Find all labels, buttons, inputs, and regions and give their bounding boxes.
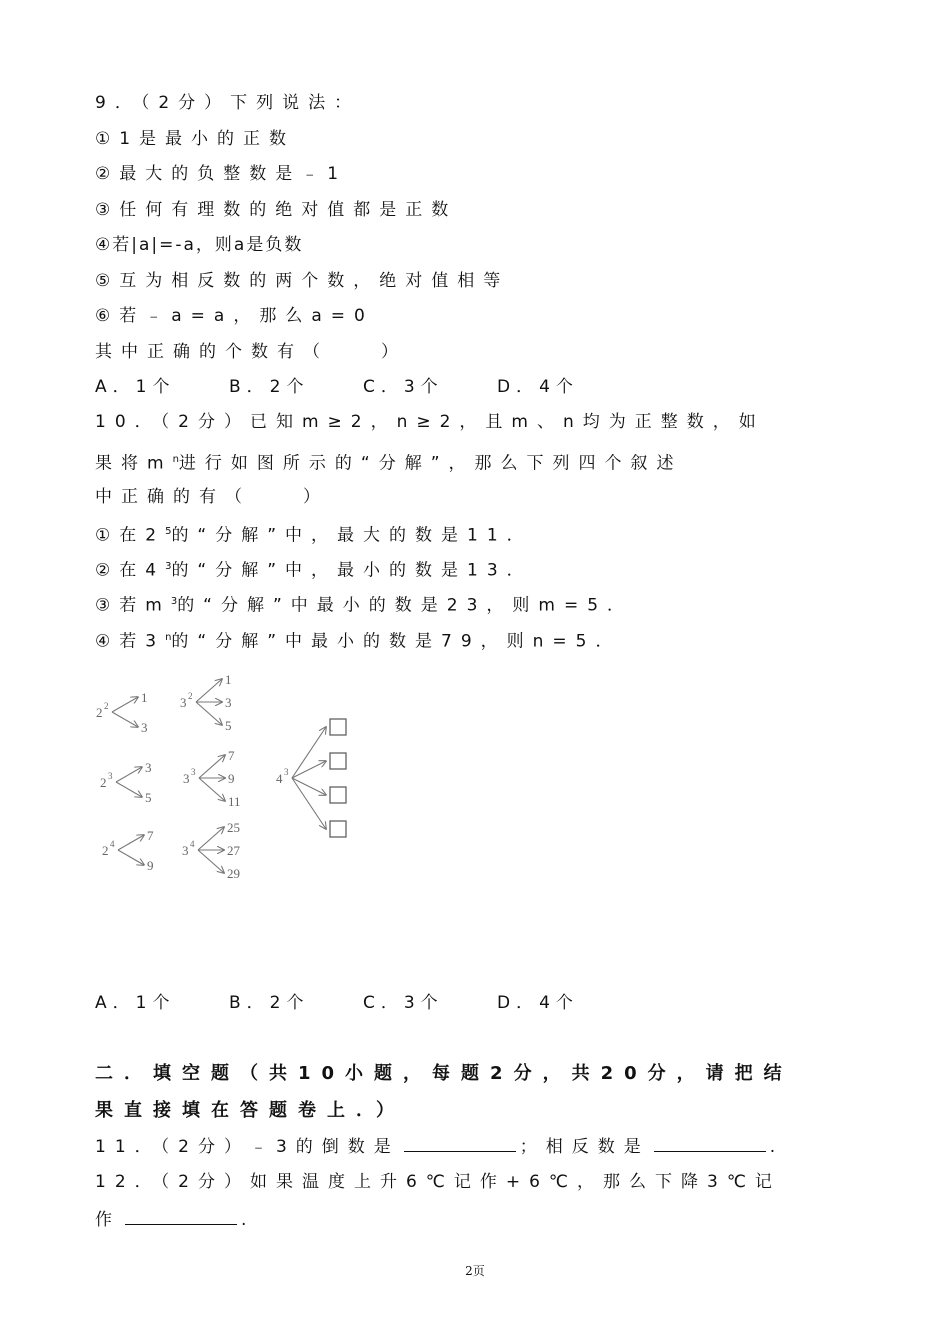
figure-part: 1 — [141, 690, 148, 705]
figure-arrow — [116, 767, 142, 782]
q10-stem-line-3: 中正确的有（ ） — [95, 487, 329, 507]
figure-part: 7 — [228, 748, 235, 763]
figure-part: 1 — [225, 672, 232, 687]
figure-arrow — [116, 782, 142, 797]
figure-base: 3 — [182, 843, 189, 858]
figure-base: 2 — [102, 843, 109, 858]
q10-statement-1: ①在$2^5$的“分解”中，最大的数是11． — [95, 525, 533, 546]
page-number: 2页 — [465, 1264, 485, 1278]
figure-arrow — [199, 755, 225, 778]
figure-group-2-2 — [96, 690, 148, 735]
figure-group-3-4 — [182, 820, 241, 881]
figure-part: 9 — [147, 858, 154, 873]
q10-statement-4: ④若3$^n$的“分解”中最小的数是79，则n=5． — [95, 631, 622, 652]
q10-options — [95, 992, 579, 1014]
figure-exponent: 2 — [104, 701, 109, 711]
figure-part: 25 — [227, 820, 240, 835]
figure-part: 29 — [227, 866, 240, 881]
figure-arrow — [198, 850, 224, 873]
figure-empty-box — [330, 821, 346, 837]
figure-part: 9 — [228, 771, 235, 786]
figure-exponent: 2 — [188, 691, 193, 701]
q10-stem-line-1: 10．（2分）已知m≥2，n≥2，且m、n均为正整数，如 — [95, 412, 765, 432]
figure-base: 2 — [100, 775, 107, 790]
figure-part: 27 — [227, 843, 240, 858]
section-2-heading-line-2: 果直接填在答题卷上．） — [95, 1100, 405, 1121]
figure-arrow — [112, 712, 138, 727]
figure-part: 3 — [145, 760, 152, 775]
figure-part: 5 — [145, 790, 152, 805]
figure-base: 3 — [183, 771, 190, 786]
q9-statement-3: ③任何有理数的绝对值都是正数 — [95, 200, 458, 220]
figure-exponent: 4 — [110, 839, 115, 849]
q12-blank[interactable] — [125, 1208, 237, 1225]
section-2-heading-line-1: 二．填空题（共10小题，每题2分，共20分，请把结 — [95, 1063, 793, 1084]
q11-blank-opposite[interactable] — [654, 1135, 766, 1152]
q11-line: 11．（2分）﹣3的倒数是 ；相反数是 . — [95, 1137, 785, 1157]
q9-option-a: A．1个 — [95, 377, 176, 397]
q10-stem-line-2: 果将$m^n$进行如图所示的“分解”，那么下列四个叙述 — [95, 453, 683, 474]
figure-part: 3 — [141, 720, 148, 735]
q12-line-1: 12．（2分）如果温度上升6℃记作+6℃，那么下降3℃记 — [95, 1172, 781, 1192]
figure-arrow — [118, 835, 144, 850]
figure-part: 5 — [225, 718, 232, 733]
figure-part: 7 — [147, 828, 154, 843]
q9-statement-1: ①1是最小的正数 — [95, 129, 296, 149]
figure-exponent: 3 — [108, 771, 113, 781]
figure-base: 2 — [96, 705, 103, 720]
figure-group-3-2 — [180, 672, 232, 733]
q9-statement-6: ⑥若﹣a=a，那么a=0 — [95, 306, 374, 326]
figure-arrow — [196, 679, 222, 702]
figure-group-4-3 — [276, 719, 346, 837]
figure-arrow — [292, 778, 326, 829]
q9-statement-2: ②最大的负整数是﹣1 — [95, 164, 348, 184]
figure-group-2-3 — [100, 760, 152, 805]
q12-line-2: 作 . — [95, 1210, 256, 1230]
figure-empty-box — [330, 787, 346, 803]
figure-arrow — [196, 702, 222, 725]
figure-empty-box — [330, 753, 346, 769]
q11-blank-reciprocal[interactable] — [404, 1135, 516, 1152]
figure-part: 3 — [225, 695, 232, 710]
figure-exponent: 4 — [190, 839, 195, 849]
q10-statement-2: ②在$4^3$的“分解”中，最小的数是13． — [95, 560, 533, 581]
figure-exponent: 3 — [284, 767, 289, 777]
q10-option-c: C．3个 — [363, 993, 444, 1013]
figure-base: 4 — [276, 771, 283, 786]
q9-question: 其中正确的个数有（ ） — [95, 342, 407, 362]
q9-stem: 9．（2分）下列说法： — [95, 93, 361, 113]
decomposition-figure — [88, 662, 388, 887]
figure-empty-box — [330, 719, 346, 735]
q10-option-a: A．1个 — [95, 993, 176, 1013]
figure-exponent: 3 — [191, 767, 196, 777]
q9-option-b: B．2个 — [229, 377, 310, 397]
q10-option-d: D．4个 — [497, 993, 579, 1013]
q9-options — [95, 376, 579, 398]
figure-group-3-3 — [183, 748, 241, 809]
q10-statement-3: ③若$m^3$的“分解”中最小的数是23，则m=5． — [95, 595, 634, 616]
q9-statement-5: ⑤互为相反数的两个数，绝对值相等 — [95, 271, 510, 291]
figure-group-2-4 — [102, 828, 154, 873]
figure-arrow — [118, 850, 144, 865]
figure-base: 3 — [180, 695, 187, 710]
figure-arrow — [112, 697, 138, 712]
figure-part: 11 — [228, 794, 241, 809]
q9-option-c: C．3个 — [363, 377, 444, 397]
q9-statement-4: ④若|a|=-a，则a是负数 — [95, 235, 304, 255]
q10-option-b: B．2个 — [229, 993, 310, 1013]
q9-option-d: D．4个 — [497, 377, 579, 397]
figure-arrow — [199, 778, 225, 801]
figure-arrow — [198, 827, 224, 850]
figure-arrow — [292, 727, 326, 778]
